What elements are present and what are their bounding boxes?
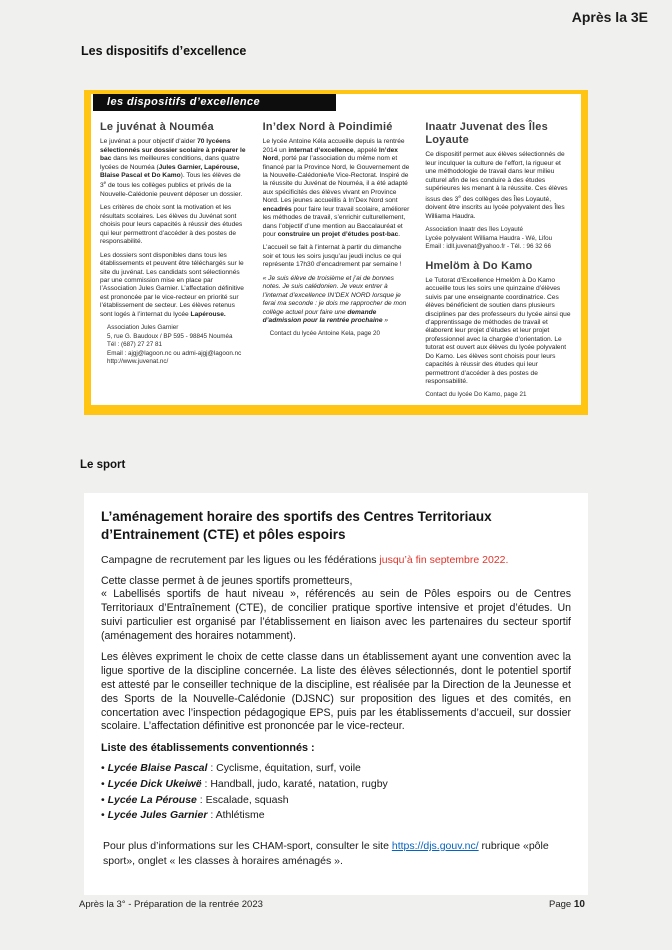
juvenat-paragraph-1: [100, 138, 247, 199]
bold-run: internat d’excellence: [288, 146, 354, 154]
text-run: « Labellisés sportifs de haut niveau », référencés au sein de Pôles espoirs ou de Centres Territoriaux d’Entraînement (CTE), de concilier pratique sportive intensive et projet d’études. Un suivi particulier est organisé par l’établissement en liaison avec les partenaires du secteur sportif (aménagement des horaires notamment).: [101, 588, 571, 642]
list-item: [101, 777, 571, 793]
index-nord-quote: [263, 275, 410, 326]
bullet-marker: •: [101, 777, 108, 790]
juvenat-paragraph-2: Les critères de choix sont la motivation et les résultats scolaires. Les élèves du Juvénat sont choisis pour leurs capacités à réussir des études qui leur permettront d’accéder à des postes de responsabilité.: [100, 204, 243, 246]
text-run: Pour plus d’informations sur les CHAM-sport, consulter le site: [103, 840, 392, 853]
index-nord-paragraph-1: [263, 138, 410, 239]
school-name: Lycée Dick Ukeiwë: [107, 777, 202, 790]
text-run: Cette classe permet à de jeunes sportifs prometteurs,: [101, 574, 353, 587]
bold-run: demande d’admission pour la rentrée prochaine: [262, 308, 383, 324]
text-run: »: [382, 316, 388, 324]
djs-website-link[interactable]: https://djs.gouv.nc/: [391, 840, 479, 853]
text-run: de tous les collèges publics et privés de la Nouvelle-Calédonie peuvent déposer un dossier.: [100, 182, 243, 198]
school-sports: : Athlétisme: [207, 809, 265, 822]
excellence-box: [84, 90, 588, 415]
juvenat-url: http://www.juvenat.nc/: [107, 358, 169, 366]
excellence-banner-label: les dispositifs d’excellence: [107, 96, 261, 108]
sport-card-title: L’aménagement horaire des sportifs des Centres Territoriaux d’Entrainement (CTE) et pôles espoirs: [101, 509, 492, 542]
juvenat-paragraph-3: [100, 252, 247, 320]
text-run: Les dossiers sont disponibles dans tous les établissements et peuvent être téléchargés sur le site du juvénat. Les candidats sont sélectionnés par une commission mise en place par l’Association Jules Garnier. L’affectation définitive est prononcée par le vice-recteur en priorité sur l’établissement de secteur. Les élèves retenus sont logés à l’internat du lycée: [100, 251, 244, 318]
juvenat-title: Le juvénat à Nouméa: [100, 121, 214, 133]
text-run: Le juvénat a pour objectif d’aider: [100, 138, 198, 146]
juvenat-contact-email: Email : ajgj@lagoon.nc ou admi-ajgj@lagoon.nc: [107, 349, 242, 357]
inaatr-title: Inaatr Juvenat des Îles Loyaute: [425, 121, 548, 147]
bold-run: Jules Garnier, Lapérouse, Blaise Pascal et Do Kamo: [100, 163, 240, 179]
text-run: dans les meilleures conditions, dans quatre lycées de Nouméa (: [100, 155, 240, 171]
school-sports: : Handball, judo, karaté, natation, rugby: [201, 777, 388, 790]
bullet-marker: •: [101, 762, 108, 775]
text-run: Ce dispositif permet aux élèves sélectionnés de leur inculquer la culture de l’effort, la rigueur et une méthodologie de travail dans leur milieu culturel afin de les conduire à des études supérieures les menant à la réussite. Ces élèves issus des 3: [425, 151, 568, 203]
text-run: , porté par l’association du même nom et financé par la Province Nord, le Gouvernement de la Nouvelle-Calédonie/le Vice-Rectorat. Inspiré de la réussite du Juvénat de Nouméa, il a été adapté aux spécificités des élèves vivant en Province Nord. Les jeunes accueillis à In’Dex Nord sont: [262, 155, 410, 205]
school-name: Lycée Jules Garnier: [107, 809, 208, 822]
index-nord-contact: Contact du lycée Antoine Kela, page 20: [269, 330, 380, 338]
bold-run: construire un projet d’études post-bac: [277, 231, 399, 238]
page-number: [549, 899, 585, 910]
sport-card: [84, 493, 588, 895]
page-number-value: 10: [573, 899, 585, 910]
list-item: [101, 808, 571, 824]
column-inaatr-hmelom: [425, 115, 572, 402]
text-run: Campagne de recrutement par les ligues ou les fédérations: [101, 553, 380, 566]
text-run: pour faire leur travail scolaire, améliorer les méthodes de travail, s’enrichir culturellement, dans l’objectif d’une mention au Baccalauréat et pour: [262, 205, 410, 238]
list-item: [101, 793, 571, 809]
page-label: Page: [549, 899, 572, 910]
bold-run: In’dex Nord: [262, 146, 398, 163]
excellence-box-inner: [91, 94, 581, 405]
text-run: Le lycée Antoine Kéla accueille depuis la rentrée 2014 un: [262, 138, 405, 154]
juvenat-contact-name: Association Jules Garnier: [107, 324, 179, 332]
text-run: .: [398, 231, 401, 238]
superscript-run: e: [103, 180, 107, 186]
text-run: « Je suis élève de troisième et j’ai de bonnes notes. Je suis calédonien. Je veux entrer à l’internat d’excellence IN’DEX NORD lorsque je ferai ma seconde : je dois me rapprocher de mon collège actuel pour faire une: [262, 274, 407, 316]
juvenat-contact-block: [107, 324, 247, 367]
inaatr-contact-email: Email : idll.juvenat@yahoo.fr - Tél. : 96 32 66: [425, 243, 551, 251]
juvenat-contact-address: 5, rue G. Baudoux / BP 595 - 98845 Nouméa: [107, 332, 233, 340]
superscript-run: e: [458, 193, 461, 199]
column-juvenat-noumea: [100, 115, 247, 402]
hmelom-paragraph-1: Le Tutorat d’Excellence Hmelöm à Do Kamo accueille tous les soirs une quinzaine d’élèves suivis par une enseignante coordinatrice. Ces élèves bénéficient de soutien dans plusieurs disciplines par des professeurs du lycée ainsi que d’apprentissage de méthodes de travail et élaborent leur projet d’études et leur projet professionnel avec la chargée d’orientation. Le tutorat est ouvert aux élèves du lycée polyvalent Do Kamo. Les élèves sont choisis pour leurs capacités à réussir des études qui leur permettront d’accéder à des postes de responsabilité.: [425, 276, 571, 385]
bold-run: 70 lycéens sélectionnés sur dossier scolaire à préparer le bac: [100, 138, 246, 163]
sport-campaign-line: [101, 554, 571, 566]
text-run: rubrique «pôle sport», onglet « les classes à horaires aménagés ».: [103, 840, 549, 868]
section-title-dispositifs: Les dispositifs d’excellence: [81, 44, 247, 58]
sport-list-title: Liste des établissements conventionnés :: [101, 742, 315, 755]
text-run: ). Tous les élèves de 3: [100, 171, 241, 190]
sport-paragraph-2: Les élèves expriment le choix de cette classe dans un établissement ayant une convention avec la ligue sportive de la discipline concernée. La liste des élèves sélectionnés, dont le potentiel sportif est attesté par le conseiller technique de la discipline, est réalisée par la Direction de la Jeunesse et des Sports de la Nouvelle-Calédonie (DJSNC) sur proposition des ligues et des comités, en concertation avec l’inspection pédagogique EPS, puis par les établissements d’accueil, sur dossier scolaire. L’affectation définitive est prononcée par le vice-recteur.: [101, 651, 571, 733]
bold-run: Lapérouse.: [190, 310, 226, 318]
bullet-marker: •: [101, 809, 108, 822]
index-nord-paragraph-2: L’accueil se fait à l’internat à partir du dimanche soir et tous les soirs jusqu’au jeudi inclus ce qui représente 17h30 d’encadrement par semaine !: [262, 244, 402, 269]
inaatr-paragraph-1: [425, 151, 572, 221]
bold-run: encadrés: [262, 205, 292, 213]
column-index-nord: [263, 115, 410, 402]
section-title-sport: Le sport: [80, 459, 126, 471]
sport-paragraph-1: [101, 575, 571, 644]
bullet-marker: •: [101, 793, 108, 806]
sport-school-list: [101, 761, 571, 824]
text-run: , appelé: [353, 146, 379, 154]
sport-info-paragraph: [101, 839, 571, 869]
school-name: Lycée La Pérouse: [107, 793, 197, 806]
school-sports: : Escalade, squash: [196, 793, 289, 806]
excellence-columns: [91, 111, 581, 402]
excellence-banner: [93, 94, 336, 111]
inaatr-contact-name: Association Inaatr des Îles Loyauté: [425, 226, 524, 234]
list-item: [101, 761, 571, 777]
hmelom-title: Hmelöm à Do Kamo: [425, 259, 533, 272]
campaign-deadline: jusqu’à fin septembre 2022.: [379, 553, 509, 566]
index-nord-title: In’dex Nord à Poindimié: [262, 121, 393, 133]
inaatr-contact-address: Lycée polyvalent Williama Haudra - Wé, Lifou: [425, 234, 553, 242]
hmelom-contact: Contact du lycée Do Kamo, page 21: [425, 391, 527, 399]
text-run: des collèges des Îles Loyauté, doivent être inscrits au lycée polyvalent des Îles Williama Haudra.: [425, 195, 565, 220]
inaatr-contact-block: [425, 226, 572, 252]
page-header-label: Après la 3E: [571, 9, 648, 25]
page-footer-title: Après la 3° - Préparation de la rentrée 2023: [79, 899, 263, 910]
school-sports: : Cyclisme, équitation, surf, voile: [207, 762, 361, 775]
juvenat-contact-phone: Tél : (687) 27 27 81: [107, 341, 162, 349]
school-name: Lycée Blaise Pascal: [107, 762, 208, 775]
